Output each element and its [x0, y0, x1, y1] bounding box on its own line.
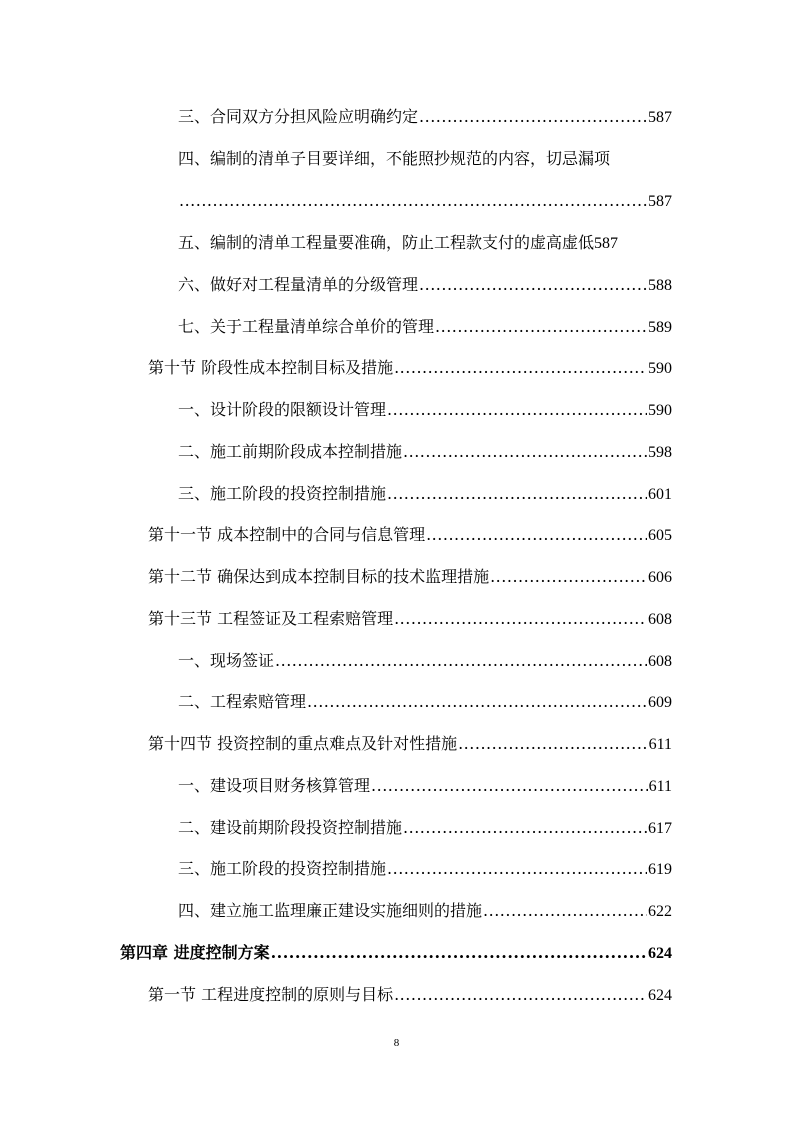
- toc-entry[interactable]: [178, 692, 672, 713]
- toc-entry-title: 七、关于工程量清单综合单价的管理: [178, 317, 435, 336]
- toc-entry[interactable]: [148, 734, 672, 755]
- toc-entry-title: 一、设计阶段的限额设计管理: [178, 400, 387, 419]
- page-number: 8: [393, 1037, 400, 1049]
- toc-entry-page: 624: [648, 945, 672, 962]
- toc-dot-leader: [394, 609, 647, 629]
- toc-entry[interactable]: [178, 484, 672, 505]
- toc-entry[interactable]: [148, 609, 672, 630]
- toc-entry-title: 三、施工阶段的投资控制措施: [178, 484, 387, 503]
- toc-entry[interactable]: [148, 358, 672, 379]
- toc-entry-title: 二、建设前期阶段投资控制措施: [178, 818, 403, 837]
- toc-dot-leader: [371, 776, 648, 796]
- toc-entry[interactable]: [178, 442, 672, 463]
- toc-entry-page: 611: [648, 778, 672, 795]
- toc-entry[interactable]: [148, 567, 672, 588]
- toc-dot-leader: [490, 567, 647, 587]
- toc-entry[interactable]: [178, 651, 672, 672]
- toc-entry-title: 二、工程索赔管理: [178, 692, 307, 711]
- toc-dot-leader: [394, 358, 647, 378]
- toc-dot-leader: [403, 442, 647, 462]
- toc-entry-title: 第十一节 成本控制中的合同与信息管理: [148, 525, 426, 544]
- toc-dot-leader: [394, 985, 647, 1005]
- toc-entry-wrapped-title[interactable]: [178, 149, 610, 169]
- toc-entry-page: 617: [648, 820, 672, 837]
- toc-entry-title: 五、编制的清单工程量要准确，防止工程款支付的虚高虚低: [178, 233, 595, 252]
- toc-entry-title: 三、施工阶段的投资控制措施: [178, 859, 387, 878]
- toc-dot-leader: [403, 818, 647, 838]
- toc-entry-title: 第十三节 工程签证及工程索赔管理: [148, 609, 394, 628]
- toc-entry-title: 一、建设项目财务核算管理: [178, 776, 371, 795]
- toc-entry-page: 590: [648, 360, 672, 377]
- toc-entry[interactable]: [178, 901, 672, 922]
- toc-dot-leader: [458, 734, 648, 754]
- toc-dot-leader: [419, 107, 647, 127]
- toc-entry-title: 一、现场签证: [178, 651, 275, 670]
- toc-dot-leader: [387, 400, 647, 420]
- toc-entry-page: 609: [648, 694, 672, 711]
- toc-entry-page: 601: [648, 486, 672, 503]
- toc-entry-page: 588: [648, 277, 672, 294]
- toc-entry-page: 589: [648, 319, 672, 336]
- toc-entry-title: 三、合同双方分担风险应明确约定: [178, 107, 419, 126]
- toc-entry[interactable]: [178, 400, 672, 421]
- toc-entry-title: 二、施工前期阶段成本控制措施: [178, 442, 403, 461]
- toc-entry-page: 587: [648, 193, 672, 210]
- toc-entry-page: 587: [648, 109, 672, 126]
- toc-entry[interactable]: [178, 776, 672, 797]
- toc-entry-page: 608: [648, 611, 672, 628]
- toc-entry[interactable]: [178, 233, 692, 254]
- toc-entry-title: 六、做好对工程量清单的分级管理: [178, 275, 419, 294]
- toc-dot-leader: [435, 317, 647, 337]
- toc-dot-leader: [275, 651, 647, 671]
- toc-dot-leader: [307, 692, 647, 712]
- toc-dot-leader: [419, 275, 647, 295]
- toc-entry-page: 619: [648, 861, 672, 878]
- toc-entry-page: 622: [648, 903, 672, 920]
- toc-entry[interactable]: [178, 191, 672, 212]
- toc-entry-page: 598: [648, 444, 672, 461]
- toc-entry-page: 624: [648, 987, 672, 1004]
- toc-entry-page: 611: [648, 736, 672, 753]
- toc-entry-page: 587: [594, 235, 619, 252]
- toc-entry-page: 605: [648, 527, 672, 544]
- toc-dot-leader: [387, 859, 647, 879]
- toc-entry[interactable]: [178, 317, 672, 338]
- toc-entry[interactable]: [178, 859, 672, 880]
- toc-dot-leader: [426, 525, 647, 545]
- toc-entry[interactable]: [178, 107, 672, 128]
- toc-entry-page: 608: [648, 653, 672, 670]
- toc-dot-leader: [271, 943, 647, 963]
- toc-chapter-entry[interactable]: [120, 943, 672, 964]
- toc-dot-leader: [483, 901, 647, 921]
- toc-dot-leader: [179, 191, 647, 211]
- toc-entry-title: 第十节 阶段性成本控制目标及措施: [148, 358, 394, 377]
- toc-dot-leader: [387, 484, 647, 504]
- toc-entry-title: 第四章 进度控制方案: [120, 943, 270, 962]
- toc-entry[interactable]: [178, 818, 672, 839]
- toc-entry-title: 四、编制的清单子目要详细，不能照抄规范的内容，切忌漏项: [178, 149, 611, 168]
- toc-entry-title: 第十四节 投资控制的重点难点及针对性措施: [148, 734, 458, 753]
- toc-entry-title: 第一节 工程进度控制的原则与目标: [148, 985, 394, 1004]
- toc-entry[interactable]: [148, 985, 672, 1006]
- toc-entry-title: 第十二节 确保达到成本控制目标的技术监理措施: [148, 567, 490, 586]
- toc-entry-page: 606: [648, 569, 672, 586]
- toc-entry[interactable]: [178, 275, 672, 296]
- toc-entry[interactable]: [148, 525, 672, 546]
- toc-entry-page: 590: [648, 402, 672, 419]
- toc-entry-title: 四、建立施工监理廉正建设实施细则的措施: [178, 901, 483, 920]
